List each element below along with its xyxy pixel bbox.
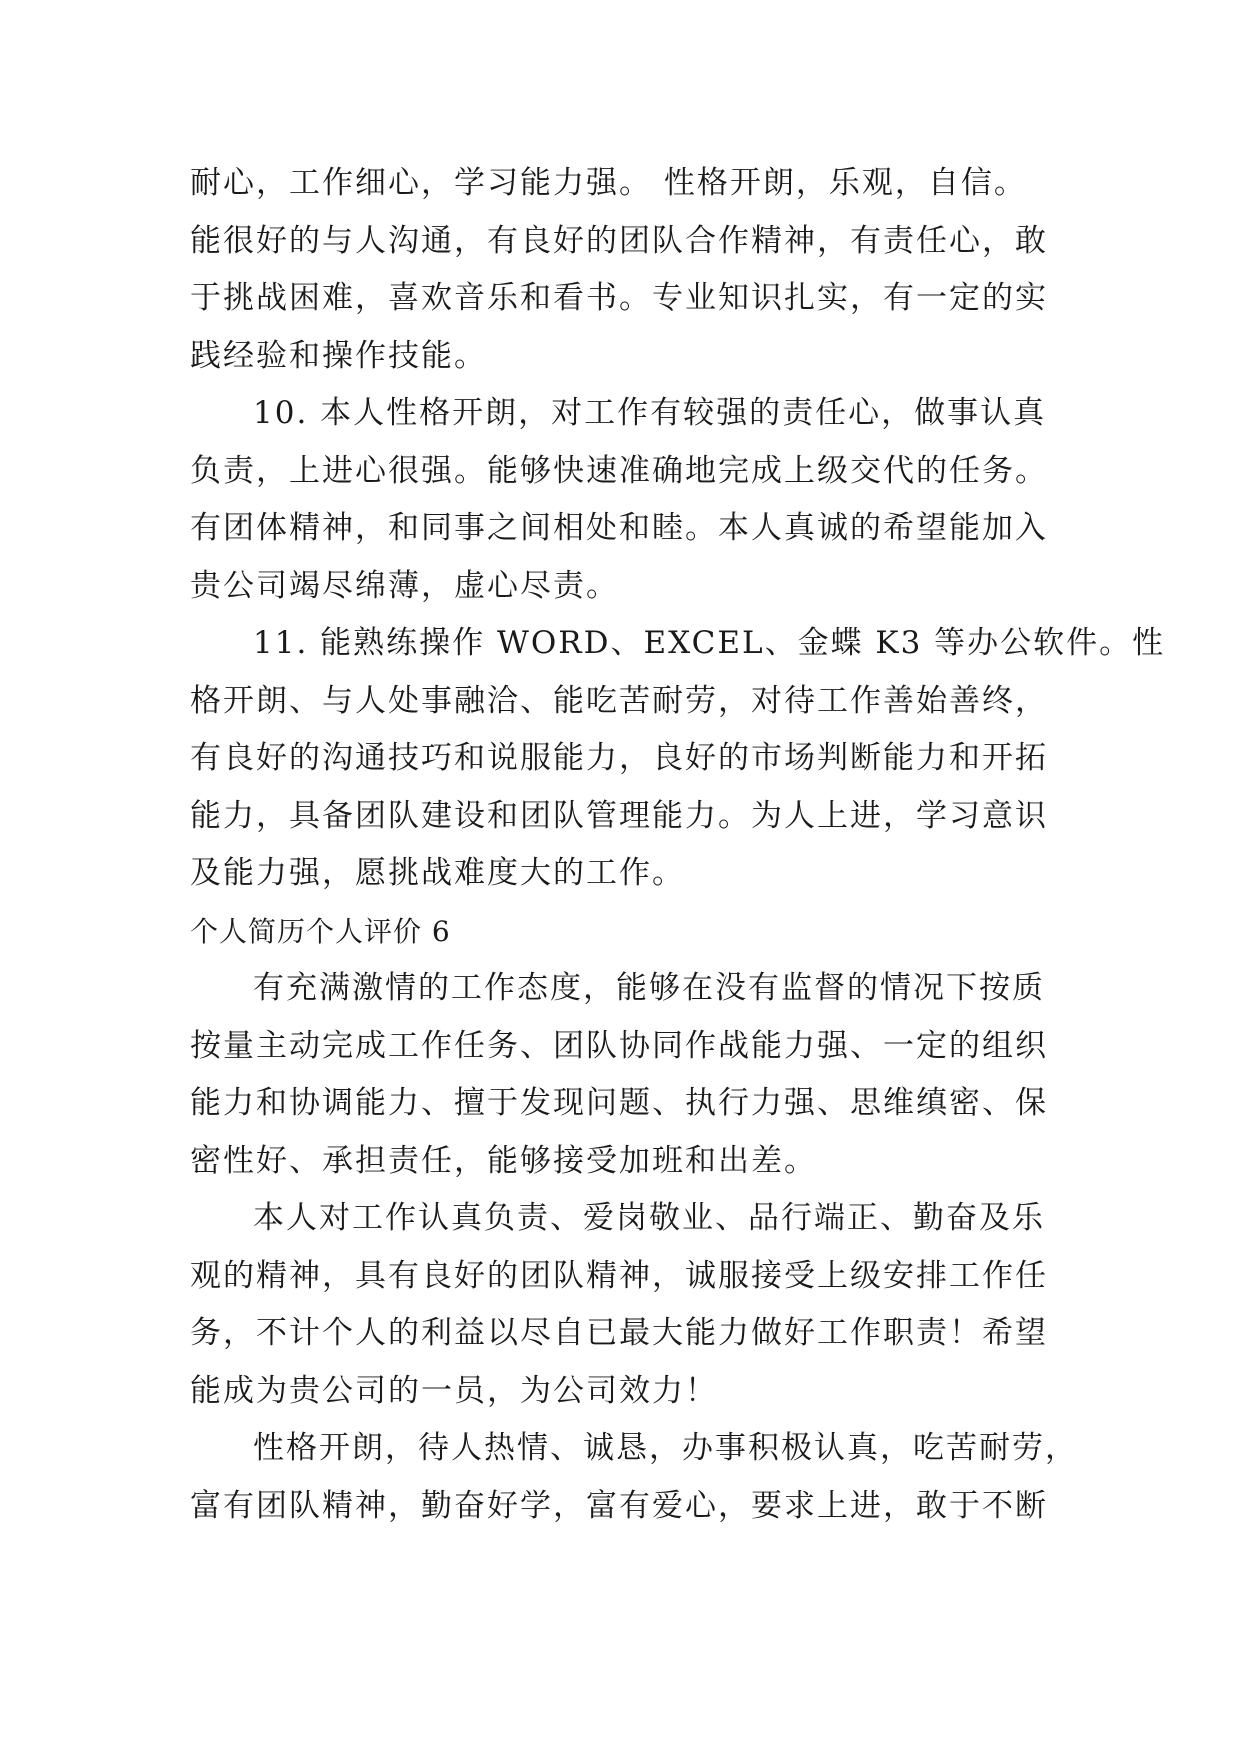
text-line: 及能力强，愿挑战难度大的工作。	[190, 855, 685, 891]
text-line: 能很好的与人沟通，有良好的团队合作精神，有责任心，敢	[190, 222, 1048, 259]
text-line: 耐心，工作细心，学习能力强。 性格开朗，乐观，自信。	[190, 165, 1027, 201]
text-line: 能力和协调能力、擅于发现问题、执行力强、思维缜密、保	[190, 1085, 1048, 1121]
text-line: 富有团队精神，勤奋好学，富有爱心，要求上进，敢于不断	[190, 1487, 1048, 1524]
text-line: 负责，上进心很强。能够快速准确地完成上级交代的任务。	[190, 452, 1048, 489]
paragraph-start-line: 本人对工作认真负责、爱岗敬业、品行端正、勤奋及乐	[253, 1200, 1045, 1236]
text-line: 能力，具备团队建设和团队管理能力。为人上进，学习意识	[190, 797, 1048, 834]
text-line: 于挑战困难，喜欢音乐和看书。专业知识扎实，有一定的实	[190, 280, 1048, 316]
text-line: 观的精神，具有良好的团队精神，诚服接受上级安排工作任	[190, 1257, 1048, 1294]
text-line: 能成为贵公司的一员，为公司效力！	[190, 1372, 718, 1409]
text-line: 有团体精神，和同事之间相处和睦。本人真诚的希望能加入	[190, 510, 1048, 546]
text-line: 密性好、承担责任，能够接受加班和出差。	[190, 1142, 817, 1179]
section-heading: 个人简历个人评价 6	[190, 914, 451, 948]
text-line: 践经验和操作技能。	[190, 337, 487, 374]
text-line: 按量主动完成工作任务、团队协同作战能力强、一定的组织	[190, 1027, 1048, 1064]
text-line: 务，不计个人的利益以尽自已最大能力做好工作职责！希望	[190, 1315, 1048, 1351]
paragraph-start-line: 有充满激情的工作态度，能够在没有监督的情况下按质	[253, 970, 1045, 1006]
text-line: 有良好的沟通技巧和说服能力，良好的市场判断能力和开拓	[190, 740, 1048, 776]
text-line: 贵公司竭尽绵薄，虚心尽责。	[190, 567, 619, 604]
text-line: 格开朗、与人处事融洽、能吃苦耐劳，对待工作善始善终，	[190, 682, 1048, 719]
document-body	[190, 155, 1166, 1535]
paragraph-start-line: 11. 能熟练操作 WORD、EXCEL、金蝶 K3 等办公软件。性	[253, 625, 1166, 661]
paragraph-start-line: 10. 本人性格开朗，对工作有较强的责任心，做事认真	[253, 395, 1047, 431]
paragraph-start-line: 性格开朗，待人热情、诚恳，办事积极认真，吃苦耐劳，	[253, 1430, 1078, 1466]
